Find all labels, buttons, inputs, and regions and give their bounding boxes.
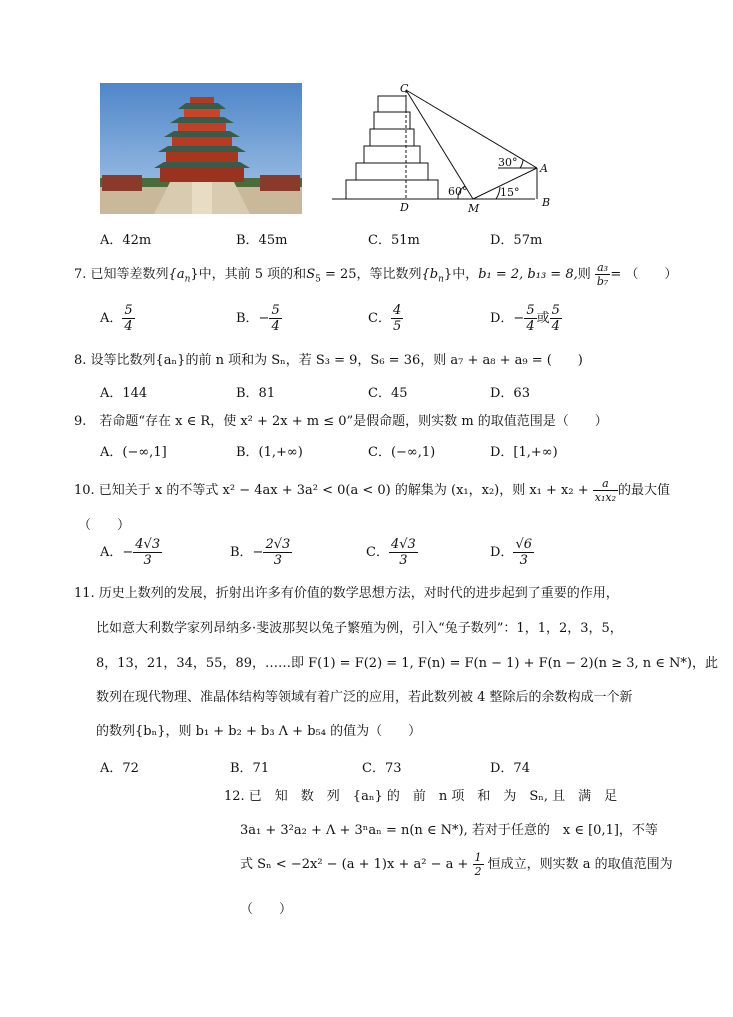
- label-C: C: [400, 82, 409, 95]
- q6-option-b[interactable]: B．45m: [236, 233, 288, 248]
- q7-option-b[interactable]: [236, 304, 282, 333]
- q10-frac-den: x₁x₂: [594, 491, 616, 504]
- q7-text-b: }中，其前 5 项的和: [190, 267, 307, 282]
- q7-stem: 7. 已知等差数列$\{a_n\}$中，其前 5 项的和$S_5 = 25$，等比数列$\{b_n\}$中，b₁ = 2, b₁₃ = 8,则 $\frac{\text{a₃}}{\text{b₇}}$ = （ ）: [74, 261, 678, 288]
- q10-c-label: C．: [366, 545, 389, 560]
- q9-option-a[interactable]: A．(−∞,1]: [100, 445, 167, 460]
- q7-d-mid: 或: [536, 311, 550, 326]
- q11-line-5: 的数列{bₙ}，则 b₁ + b₂ + b₃ Λ + b₅₄ 的值为（ ）: [96, 724, 422, 739]
- q10-option-b[interactable]: [230, 538, 292, 567]
- q10-d-num: √6: [515, 537, 532, 552]
- q10-option-c[interactable]: [366, 538, 418, 567]
- angle-30-label: 30°: [498, 156, 518, 169]
- q12-frac-den: 2: [474, 865, 482, 878]
- q9-option-d[interactable]: D．[1,+∞): [490, 445, 558, 460]
- q12-line-1: 12. 已 知 数 列 {aₙ} 的 前 n 项 和 为 Sₙ, 且 满 足: [224, 789, 618, 804]
- pavilion-photo: [100, 83, 302, 214]
- q10-fraction: [593, 478, 618, 503]
- q8-option-c[interactable]: C．45: [368, 386, 408, 401]
- q7-b-label: B．−: [236, 311, 270, 326]
- q7-b-den: 4: [271, 319, 280, 334]
- q7-option-a[interactable]: [100, 304, 135, 333]
- label-B: B: [542, 196, 551, 209]
- q10-b-label: B．−: [230, 545, 264, 560]
- angle-60-label: 60°: [448, 185, 468, 198]
- q6-option-d[interactable]: D．57m: [490, 233, 543, 248]
- q11-option-b[interactable]: B．71: [230, 761, 270, 776]
- q10-b-num: 2√3: [265, 537, 291, 552]
- label-D: D: [400, 201, 409, 214]
- q10-option-d[interactable]: [490, 538, 534, 567]
- q12-frac-num: 1: [474, 851, 482, 864]
- q7-ask: 则: [577, 267, 591, 282]
- q11-line-2: 比如意大利数学家列昂纳多·斐波那契以兔子繁殖为例，引入“兔子数列”：1，1，2，3，5，: [96, 621, 623, 636]
- q7-d-label: D．−: [490, 311, 525, 326]
- q7-a-den: 4: [124, 319, 133, 334]
- q12-line-3a: 式 Sₙ < −2x² − (a + 1)x + a² − a +: [240, 857, 469, 872]
- q11-line-3: 8，13，21，34，55，89，……即 F(1) = F(2) = 1, F(n) = F(n − 1) + F(n − 2)(n ≥ 3, n ∈ N*)，此: [96, 656, 718, 671]
- geometry-figure: [330, 80, 560, 220]
- q11-line-1: 11. 历史上数列的发展，折射出许多有价值的数学思想方法，对时代的进步起到了重要的作用，: [74, 586, 619, 601]
- q7-option-c[interactable]: [368, 304, 403, 333]
- q10-a-num: 4√3: [135, 537, 161, 552]
- q7-d-frac: [524, 304, 536, 333]
- q10-c-frac: [389, 538, 418, 567]
- q10-text-b: 的最大值: [618, 483, 671, 498]
- q7-option-d[interactable]: [490, 304, 562, 333]
- q10-c-num: 4√3: [390, 537, 416, 552]
- q10-a-frac: [133, 538, 162, 567]
- q12-line-3: [240, 852, 673, 877]
- q7-c-frac: [391, 304, 403, 333]
- pavilion-photo-illustration: [100, 83, 302, 214]
- q7-d-num2: 5: [551, 303, 560, 318]
- q7-c-label: C．: [368, 311, 391, 326]
- q11-option-c[interactable]: C．73: [362, 761, 402, 776]
- q7-s5-eq: = 25，等比数列: [320, 267, 422, 282]
- q7-d-den: 4: [526, 319, 535, 334]
- q7-text-c: }中，: [443, 267, 479, 282]
- q7-d-frac2: [550, 304, 562, 333]
- tower-geometry-diagram: [330, 80, 560, 220]
- q6-option-c[interactable]: C．51m: [368, 233, 420, 248]
- q12-line-2: 3a₁ + 3²a₂ + Λ + 3ⁿaₙ = n(n ∈ N*), 若对于任意的 x ∈ [0,1]，不等: [240, 823, 658, 838]
- q7-d-den2: 4: [551, 319, 560, 334]
- q7-s5: S: [306, 267, 316, 282]
- q7-text-a: 7. 已知等差数列: [74, 267, 169, 282]
- label-A: A: [540, 162, 548, 175]
- q10-stem: [74, 478, 670, 503]
- q8-option-b[interactable]: B．81: [236, 386, 276, 401]
- q11-line-4: 数列在现代物理、准晶体结构等领域有着广泛的应用，若此数列被 4 整除后的余数构成一个新: [96, 690, 633, 705]
- q7-cond: b₁ = 2, b₁₃ = 8,: [478, 267, 578, 282]
- q7-a-frac: [122, 304, 134, 333]
- q10-option-a[interactable]: [100, 538, 162, 567]
- q7-seq-a: {a: [168, 267, 185, 282]
- q8-option-d[interactable]: D．63: [490, 386, 530, 401]
- q10-text-a: 10. 已知关于 x 的不等式 x² − 4ax + 3a² < 0(a < 0) 的解集为 (x₁，x₂)，则 x₁ + x₂ +: [74, 483, 589, 498]
- q7-c-den: 5: [392, 319, 402, 334]
- q10-d-label: D．: [490, 545, 514, 560]
- q7-frac-denominator: b₇: [596, 275, 609, 288]
- q12-fraction: [473, 852, 484, 877]
- q7-a-num: 5: [124, 303, 133, 318]
- q12-line-3b: 恒成立，则实数 a 的取值范围为: [487, 857, 673, 872]
- q11-option-a[interactable]: A．72: [100, 761, 139, 776]
- q10-d-den: 3: [519, 553, 528, 568]
- q10-b-den: 3: [273, 553, 282, 568]
- q10-frac-num: a: [593, 478, 618, 491]
- q7-a-label: A．: [100, 311, 123, 326]
- q7-c-num: 4: [392, 303, 402, 318]
- q9-stem: 9. 若命题“存在 x ∈ R，使 x² + 2x + m ≤ 0”是假命题，则实数 m 的取值范围是（ ）: [74, 414, 608, 429]
- q12-line-4: （ ）: [240, 902, 293, 917]
- q7-tail: = （ ）: [610, 267, 678, 282]
- q7-b-frac: [269, 304, 281, 333]
- q10-d-frac: [513, 538, 534, 567]
- q10-paren: （ ）: [78, 518, 131, 533]
- q6-option-a[interactable]: A．42m: [100, 233, 152, 248]
- q10-a-label: A．−: [100, 545, 134, 560]
- q8-stem: 8. 设等比数列{aₙ}的前 n 项和为 Sₙ，若 S₃ = 9，S₆ = 36，则 a₇ + a₈ + a₉ = ( ): [74, 353, 583, 368]
- q7-frac-numerator: a₃: [595, 262, 610, 275]
- angle-15-label: 15°: [500, 186, 520, 199]
- q10-a-den: 3: [143, 553, 152, 568]
- q10-b-frac: [263, 538, 292, 567]
- q9-option-b[interactable]: B．(1,+∞): [236, 445, 303, 460]
- q8-option-a[interactable]: A．144: [100, 386, 148, 401]
- q9-option-c[interactable]: C．(−∞,1): [368, 445, 436, 460]
- q11-option-d[interactable]: D．74: [490, 761, 530, 776]
- q10-c-den: 3: [399, 553, 408, 568]
- q7-fraction: [595, 262, 610, 287]
- label-M: M: [468, 202, 480, 215]
- q7-b-num: 5: [271, 303, 280, 318]
- q7-seq-b: {b: [421, 267, 439, 282]
- q7-d-num: 5: [526, 303, 535, 318]
